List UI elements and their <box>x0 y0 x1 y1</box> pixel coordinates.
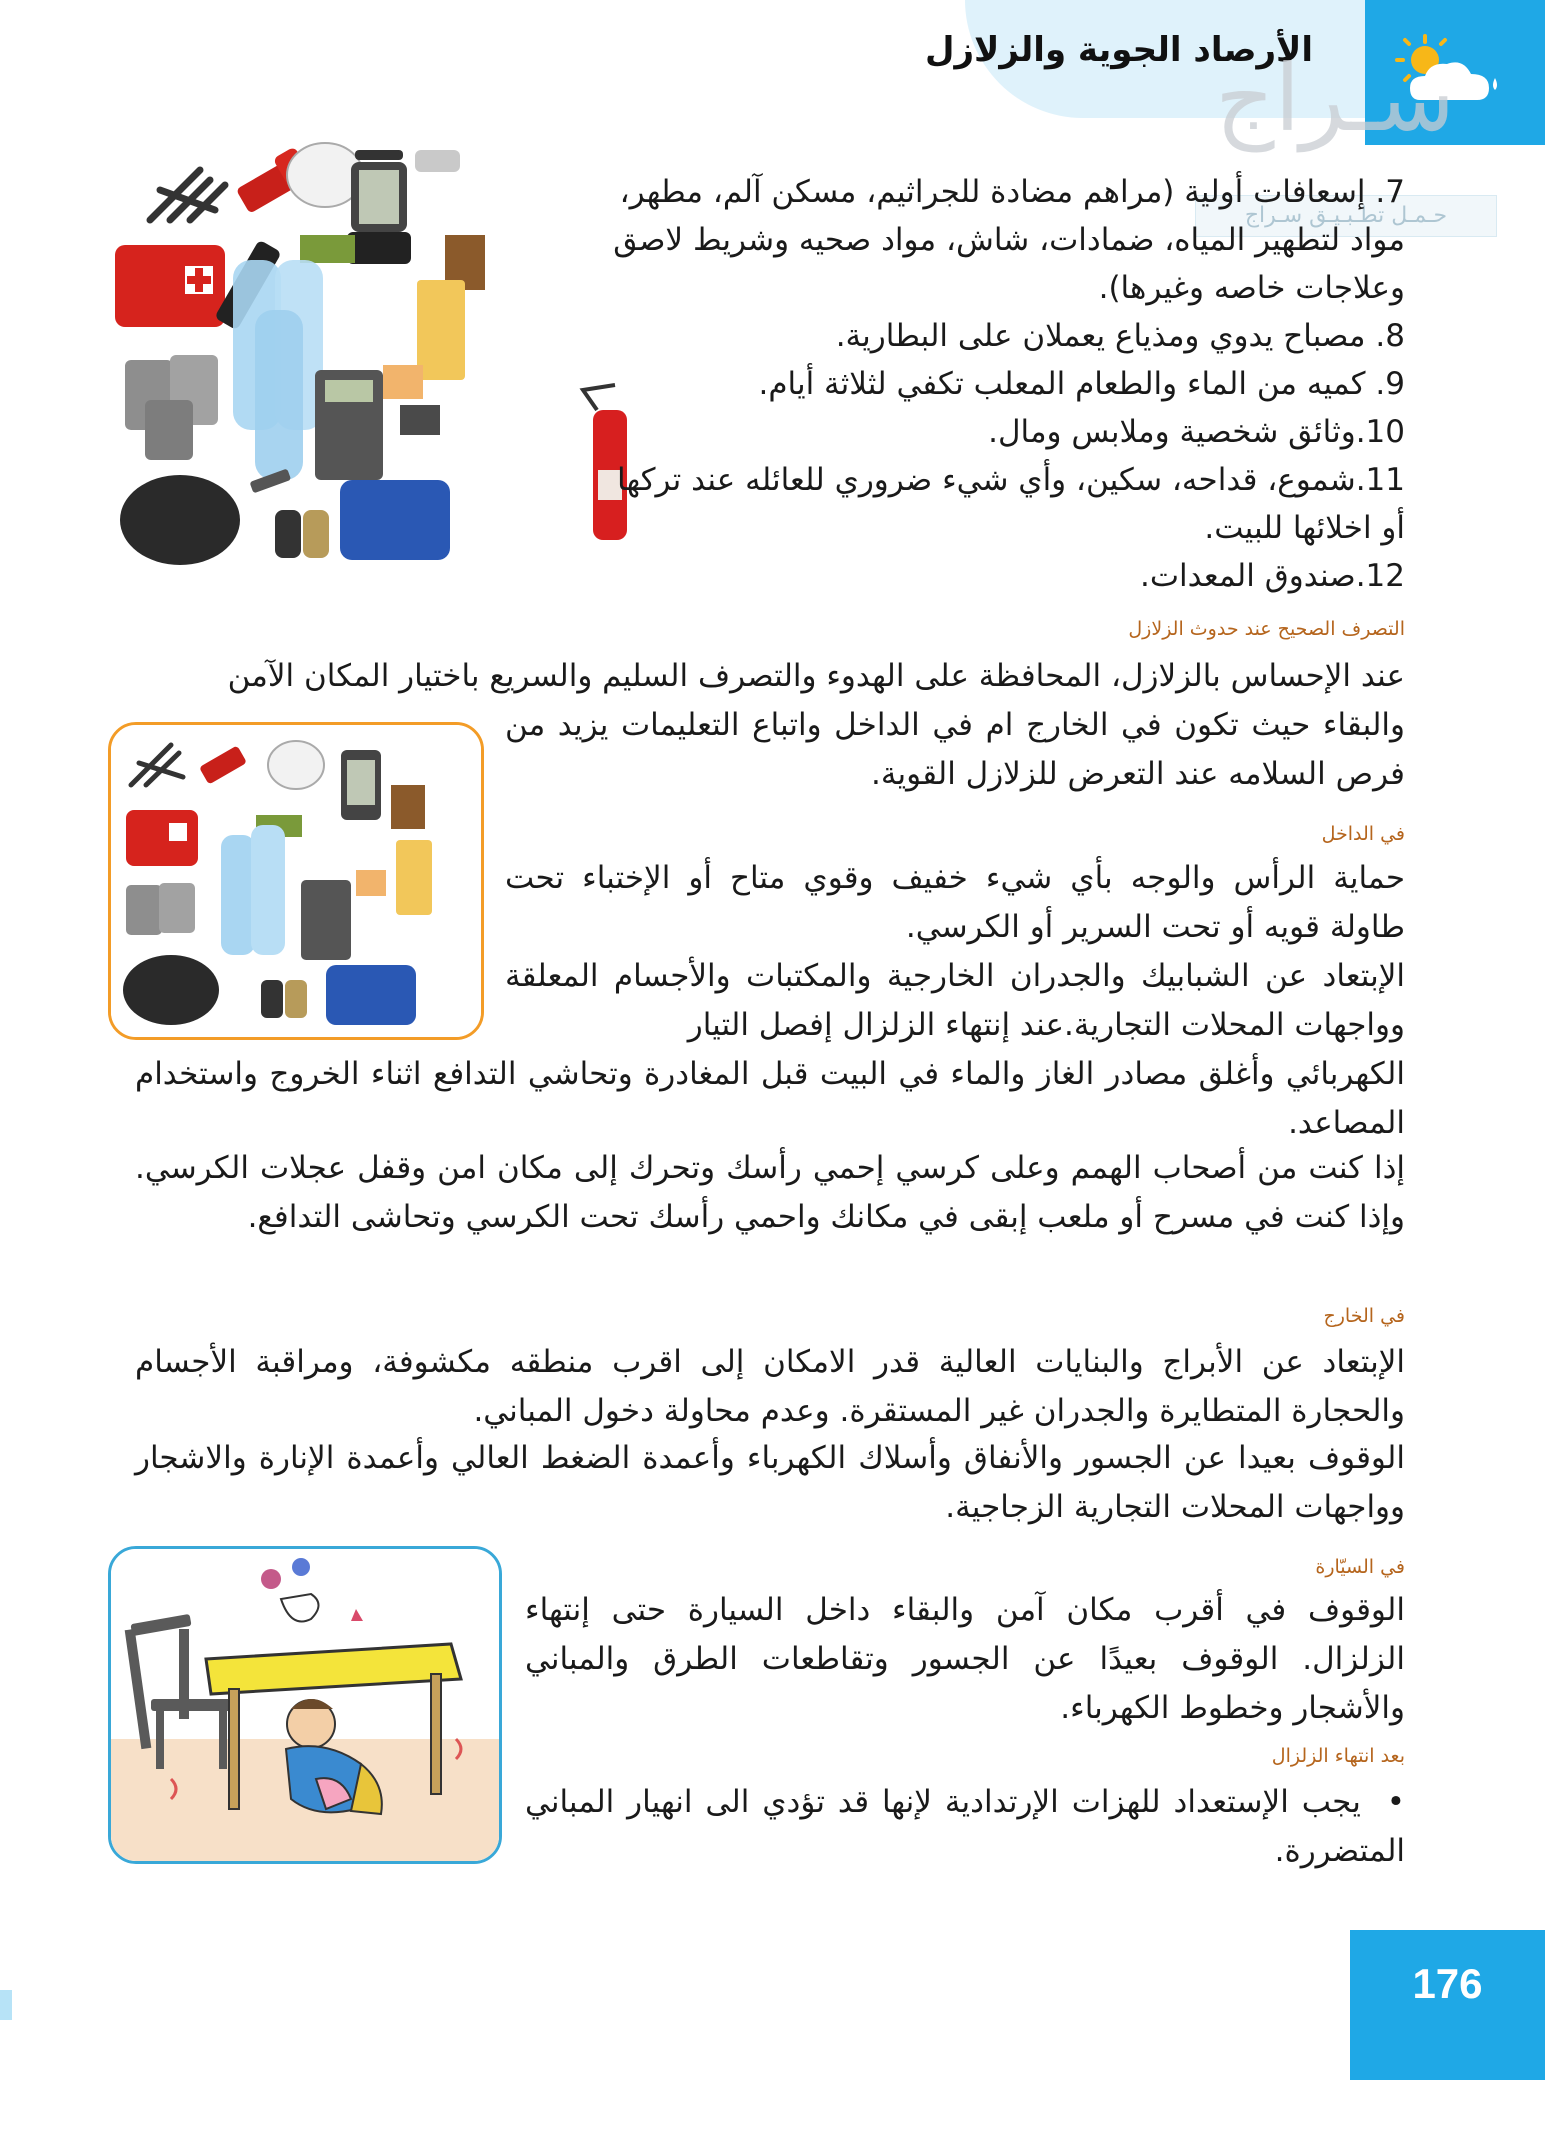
emergency-supplies-thumbnail <box>108 722 484 1040</box>
section-heading-car: في السيّارة <box>1315 1556 1405 1578</box>
outside-paragraph-1: الإبتعاد عن الأبراج والبنايات العالية قدر الامكان إلى اقرب منطقه مكشوفة، ومراقبة الأجسام والحجارة المتطايرة والجدران غير المستقرة. وعدم محاولة دخول المباني. <box>135 1344 1405 1429</box>
earthquake-paragraph-wrap: والبقاء حيث تكون في الخارج ام في الداخل واتباع التعليمات يزيد من فرص السلامه عند التعرض للزلازل القوية. <box>505 707 1405 792</box>
supplies-list <box>605 168 1405 600</box>
earthquake-paragraph-full: عند الإحساس بالزلازل، المحافظة على الهدوء والتصرف السليم والسريع باختيار المكان الآمن <box>227 658 1405 694</box>
page-number: 176 <box>1412 1960 1483 2007</box>
bullet-icon: • <box>1360 1784 1405 1820</box>
multitool-icon <box>150 170 225 220</box>
section-heading-inside: في الداخل <box>1321 823 1405 845</box>
after-bullet-text: يجب الإستعداد للهزات الإرتدادية لإنها قد تؤدي الى انهيار المباني المتضررة. <box>525 1784 1405 1869</box>
watermark-tagline: حـمـل تطـبـيـق سـراج <box>1195 195 1497 237</box>
inside-paragraph-2-full: الكهربائي وأغلق مصادر الغاز والماء في البيت قبل المغادرة وتحاشي التدافع اثناء الخروج واستخدام المصاعد. <box>135 1056 1405 1141</box>
outside-paragraph-2: الوقوف بعيدا عن الجسور والأنفاق وأسلاك الكهرباء وأعمدة الضغط العالي وأعمدة الإنارة والاشجار وواجهات المحلات التجارية الزجاجية. <box>135 1440 1405 1525</box>
tin-cans-icon <box>125 355 218 460</box>
list-item: 11.شموع، قداحه، سكين، وأي شيء ضروري للعائله عند تركها أو اخلائها للبيت. <box>617 462 1405 546</box>
lantern-icon <box>347 150 411 264</box>
watermark-logo: سـراج <box>1215 45 1455 152</box>
radio-icon <box>315 370 383 480</box>
section-heading-after: بعد انتهاء الزلزال <box>1271 1745 1405 1767</box>
small-radio-icon <box>400 405 440 435</box>
car-paragraph: الوقوف في أقرب مكان آمن والبقاء داخل السيارة حتى إنتهاء الزلزال. الوقوف بعيدًا عن الجسور وتقاطعات الطرق والمباني والأشجار وخطوط الكهرباء. <box>525 1592 1405 1726</box>
list-item: 8. مصباح يدوي ومذياع يعملان على البطارية. <box>835 318 1405 354</box>
section-heading-outside: في الخارج <box>1323 1305 1405 1327</box>
whistle-icon <box>415 150 460 172</box>
page-edge-mark <box>0 1990 12 2020</box>
first-aid-kit-icon <box>115 245 225 327</box>
blanket-icon <box>340 480 450 560</box>
list-item: 9. كميه من الماء والطعام المعلب تكفي لثلاثة أيام. <box>758 366 1405 402</box>
list-item: 7. إسعافات أولية (مراهم مضادة للجراثيم، مسكن آلم، مطهر، مواد لتطهير المياه، ضمادات، شاش، مواد صحيه وشريط لاصق وعلاجات خاصه وغيرها). <box>613 174 1405 306</box>
section-heading-earthquake: التصرف الصحيح عند حدوث الزلازل <box>1128 618 1405 640</box>
list-item: 10.وثائق شخصية وملابس ومال. <box>988 414 1405 450</box>
after-bullet-item <box>525 1778 1405 1876</box>
water-bottles-icon <box>233 260 323 480</box>
list-item: 12.صندوق المعدات. <box>1140 558 1405 594</box>
sleeping-bag-icon <box>120 475 240 565</box>
candle-icon <box>417 280 465 380</box>
inside-paragraph-2-wrap: الإبتعاد عن الشبابيك والجدران الخارجية والمكتبات والأجسام المعلقة وواجهات المحلات التجارية.عند إنتهاء الزلزال إفصل التيار <box>505 958 1405 1043</box>
inside-paragraph-3: إذا كنت من أصحاب الهمم وعلى كرسي إحمي رأسك وتحرك إلى مكان امن وقفل عجلات الكرسي. وإذا كنت في مسرح أو ملعب إبقى في مكانك واحمي رأسك تحت الكرسي وتحاشى التدافع. <box>135 1150 1405 1235</box>
sticky-notes-icon <box>383 365 423 399</box>
under-table-illustration <box>108 1546 502 1864</box>
matches-icon <box>300 235 355 263</box>
inside-paragraph-1: حماية الرأس والوجه بأي شيء خفيف وقوي متاح أو الإختباء تحت طاولة قويه أو تحت السرير أو الكرسي. <box>505 860 1405 945</box>
batteries-icon <box>275 510 329 558</box>
chapter-title: الأرصاد الجوية والزلازل <box>924 30 1313 70</box>
